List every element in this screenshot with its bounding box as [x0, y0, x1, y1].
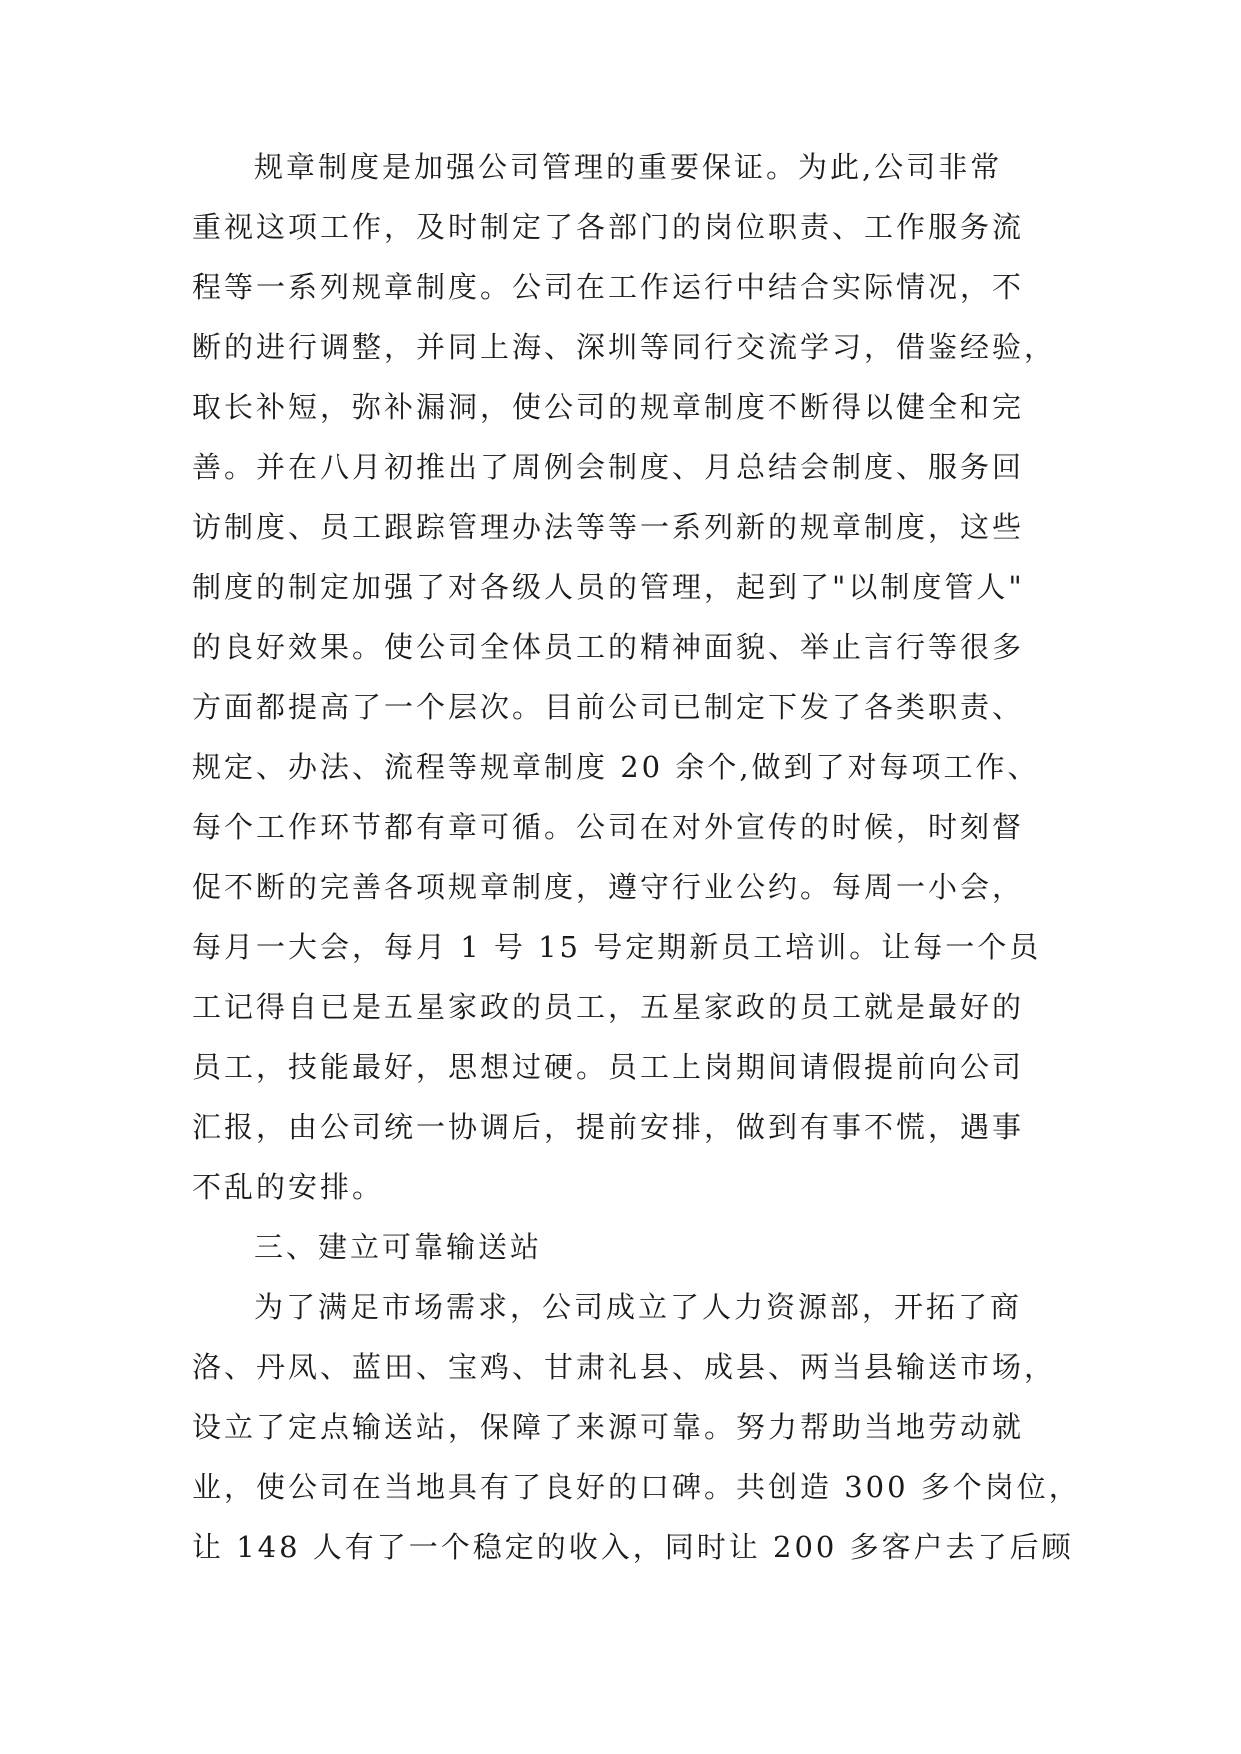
paragraph-line: 工记得自已是五星家政的员工，五星家政的员工就是最好的: [192, 990, 1025, 1024]
paragraph-line: 取长补短，弥补漏洞，使公司的规章制度不断得以健全和完: [192, 390, 1025, 424]
paragraph-line: 重视这项工作，及时制定了各部门的岗位职责、工作服务流: [192, 210, 1025, 244]
paragraph-line: 善。并在八月初推出了周例会制度、月总结会制度、服务回: [192, 450, 1025, 484]
paragraph-line: 洛、丹凤、蓝田、宝鸡、甘肃礼县、成县、两当县输送市场，: [192, 1350, 1057, 1384]
document-body: [192, 137, 1081, 1577]
paragraph-line: 不乱的安排。: [192, 1170, 385, 1204]
paragraph-line: 程等一系列规章制度。公司在工作运行中结合实际情况，不: [192, 270, 1025, 304]
paragraph-line: 规章制度是加强公司管理的重要保证。为此,公司非常: [254, 150, 1003, 184]
paragraph-line: 每月一大会，每月 1 号 15 号定期新员工培训。让每一个员: [192, 930, 1042, 964]
paragraph-line: 促不断的完善各项规章制度，遵守行业公约。每周一小会，: [192, 870, 1025, 904]
section-heading: 三、建立可靠输送站: [254, 1230, 543, 1264]
paragraph-line: 规定、办法、流程等规章制度 20 余个,做到了对每项工作、: [192, 750, 1040, 784]
paragraph-line: 为了满足市场需求，公司成立了人力资源部，开拓了商: [254, 1290, 1023, 1324]
paragraph-line: 员工，技能最好，思想过硬。员工上岗期间请假提前向公司: [192, 1050, 1025, 1084]
paragraph-line: 方面都提高了一个层次。目前公司已制定下发了各类职责、: [192, 690, 1025, 724]
paragraph-line: 访制度、员工跟踪管理办法等等一系列新的规章制度，这些: [192, 510, 1025, 544]
paragraph-line: 汇报，由公司统一协调后，提前安排，做到有事不慌，遇事: [192, 1110, 1025, 1144]
paragraph-line: 每个工作环节都有章可循。公司在对外宣传的时候，时刻督: [192, 810, 1025, 844]
paragraph-line: 制度的制定加强了对各级人员的管理，起到了"以制度管人": [192, 570, 1025, 604]
paragraph-line: 设立了定点输送站，保障了来源可靠。努力帮助当地劳动就: [192, 1410, 1025, 1444]
paragraph-line: 断的进行调整，并同上海、深圳等同行交流学习，借鉴经验，: [192, 330, 1057, 364]
paragraph-line: 的良好效果。使公司全体员工的精神面貌、举止言行等很多: [192, 630, 1025, 664]
paragraph-line: 业，使公司在当地具有了良好的口碑。共创造 300 多个岗位，: [192, 1470, 1081, 1504]
paragraph-line: 让 148 人有了一个稳定的收入，同时让 200 多客户去了后顾: [192, 1530, 1074, 1564]
